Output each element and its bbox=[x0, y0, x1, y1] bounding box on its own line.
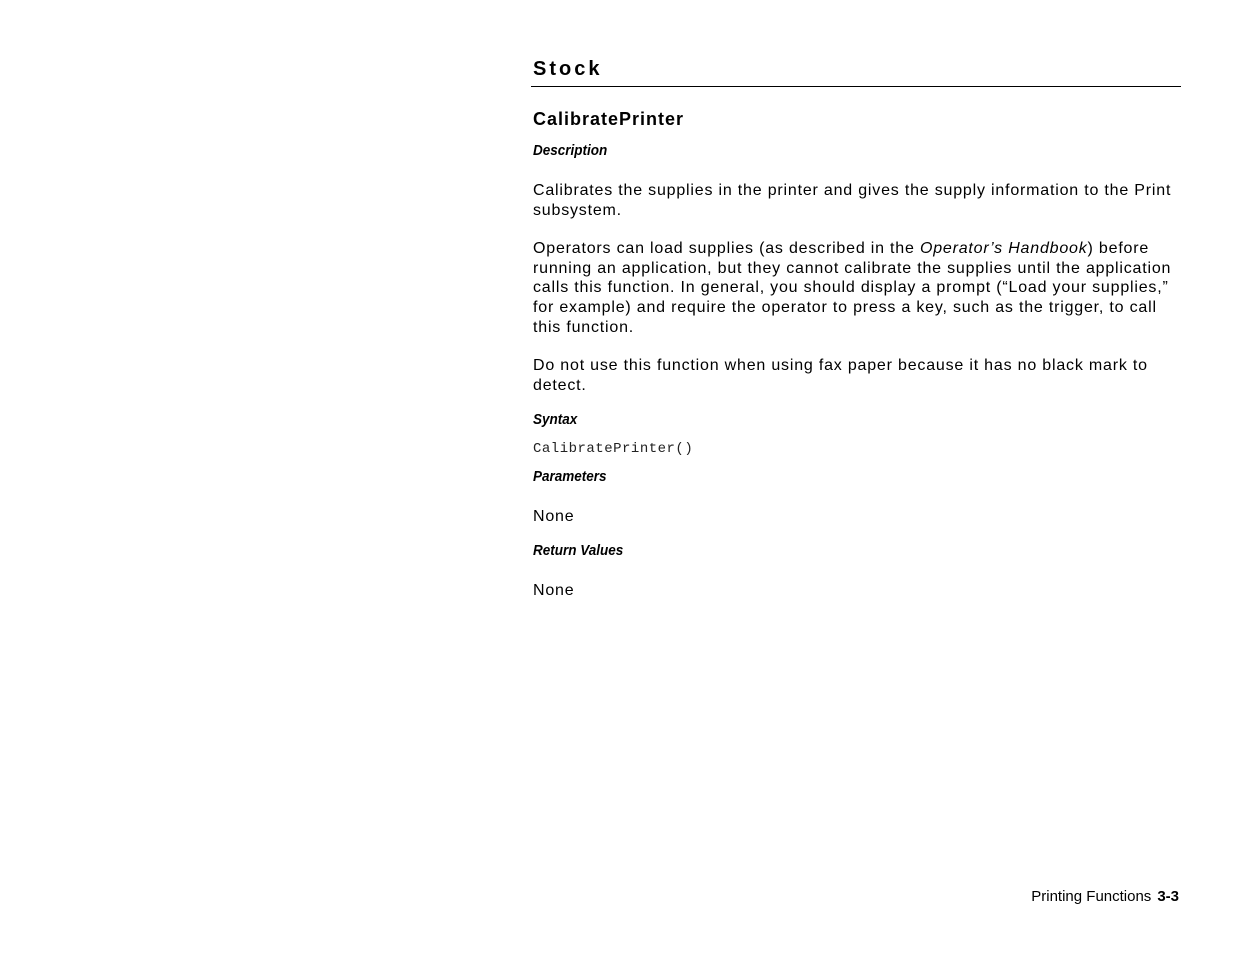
function-name: CalibratePrinter bbox=[533, 109, 685, 129]
return-values-value: None bbox=[533, 582, 575, 599]
section-title: Stock bbox=[533, 58, 603, 80]
footer-label: Printing Functions bbox=[1031, 888, 1152, 905]
handbook-title: Operator’s Handbook bbox=[919, 240, 1088, 257]
section-divider bbox=[531, 86, 1181, 87]
description-paragraph-2 bbox=[533, 239, 1181, 338]
return-values-heading: Return Values bbox=[533, 542, 624, 559]
page-footer bbox=[1031, 888, 1179, 905]
page-number: 3-3 bbox=[1157, 888, 1179, 905]
description-paragraph-3: Do not use this function when using fax paper because it has no black mark to detect. bbox=[533, 357, 1148, 394]
parameters-value: None bbox=[533, 508, 575, 525]
description-paragraph-1: Calibrates the supplies in the printer and gives the supply information to the Print subsystem. bbox=[533, 182, 1172, 219]
syntax-heading: Syntax bbox=[533, 411, 578, 428]
parameters-heading: Parameters bbox=[533, 468, 607, 485]
syntax-code: CalibratePrinter() bbox=[533, 441, 694, 457]
description-paragraph-2-start: Operators can load supplies (as described in the bbox=[533, 240, 920, 257]
description-paragraph-2-end: ) before running an application, but they cannot calibrate the supplies until the application calls this function. In general, you should display a prompt (“Load your supplies,” for example) and require the operator to press a key, such as the trigger, to call this function. bbox=[533, 240, 1172, 336]
description-heading: Description bbox=[533, 142, 608, 159]
